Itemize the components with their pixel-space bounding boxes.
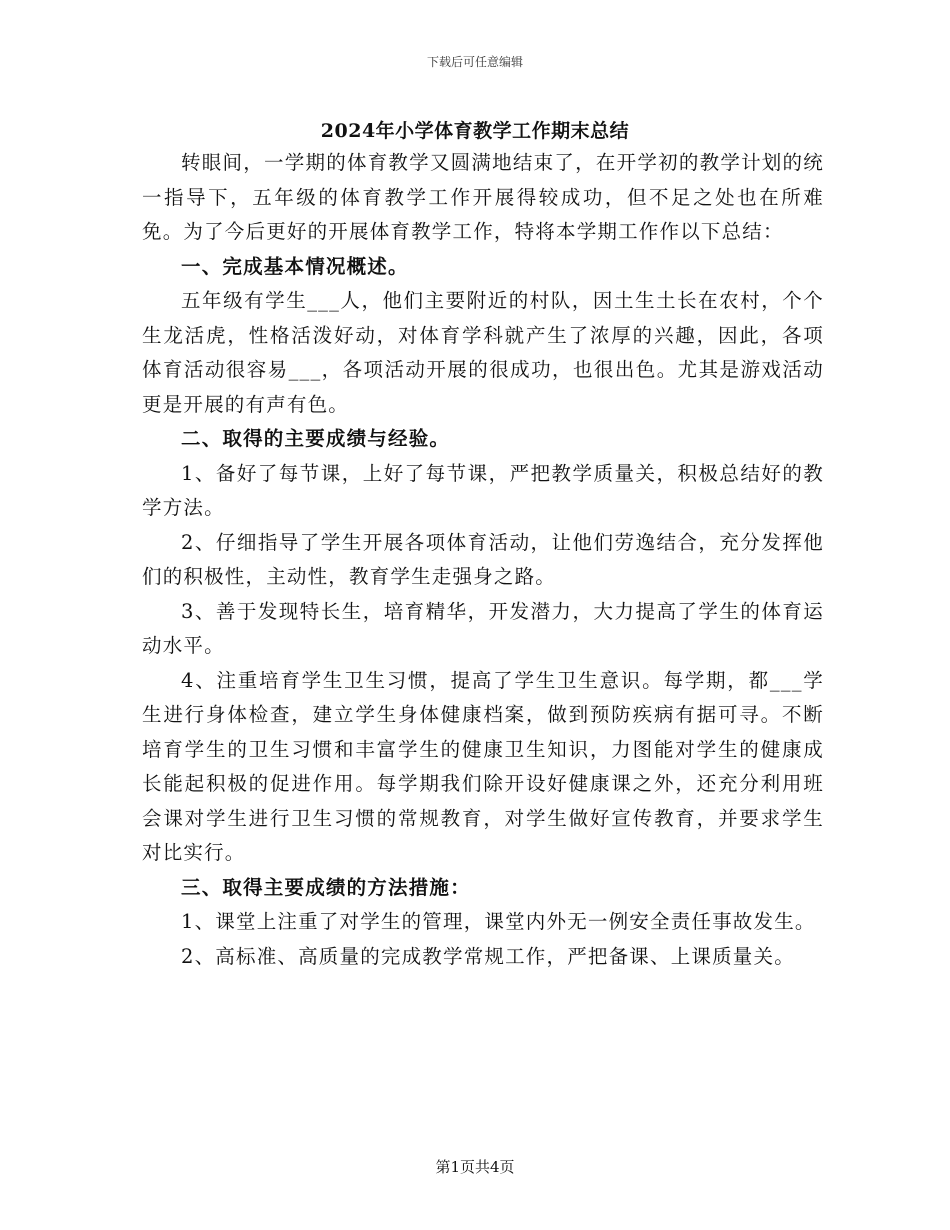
document-body [142,146,824,974]
section-heading-1: 一、完成基本情况概述。 [181,254,409,278]
achievement-item-3: 3、善于发现特长生，培育精华，开发潜力，大力提高了学生的体育运动水平。 [142,599,824,657]
page-number-footer: 第1页共4页 [435,1158,515,1176]
achievement-item-4: 4、注重培育学生卫生习惯，提高了学生卫生意识。每学期，都___学生进行身体检查，建立学生身体健康档案，做到预防疾病有据可寻。不断培育学生的卫生习惯和丰富学生的健康卫生知识，力图能对学生的健康成长能起积极的促进作用。每学期我们除开设好健康课之外，还充分利用班会课对学生进行卫生习惯的常规教育，对学生做好宣传教育，并要求学生对比实行。 [142,668,824,864]
method-item-1: 1、课堂上注重了对学生的管理，课堂内外无一例安全责任事故发生。 [181,910,816,933]
intro-paragraph: 转眼间，一学期的体育教学又圆满地结束了，在开学初的教学计划的统一指导下，五年级的体育教学工作开展得较成功，但不足之处也在所难免。为了今后更好的开展体育教学工作，特将本学期工作作以下总结： [142,151,824,243]
document-title: 2024年小学体育教学工作期末总结 [320,120,630,142]
section-heading-3: 三、取得主要成绩的方法措施： [181,875,471,899]
achievement-item-1: 1、备好了每节课，上好了每节课，严把教学质量关，积极总结好的教学方法。 [142,461,824,519]
section-heading-2: 二、取得的主要成绩与经验。 [181,427,451,450]
section-1-paragraph: 五年级有学生___人，他们主要附近的村队，因土生土长在农村，个个生龙活虎，性格活泼好动，对体育学科就产生了浓厚的兴趣，因此，各项体育活动很容易___，各项活动开展的很成功，也很出色。尤其是游戏活动更是开展的有声有色。 [142,289,824,416]
achievement-item-2: 2、仔细指导了学生开展各项体育活动，让他们劳逸结合，充分发挥他们的积极性，主动性，教育学生走强身之路。 [142,530,824,588]
method-item-2: 2、高标准、高质量的完成教学常规工作，严把备课、上课质量关。 [181,944,795,968]
header-note: 下载后可任意编辑 [426,55,523,69]
